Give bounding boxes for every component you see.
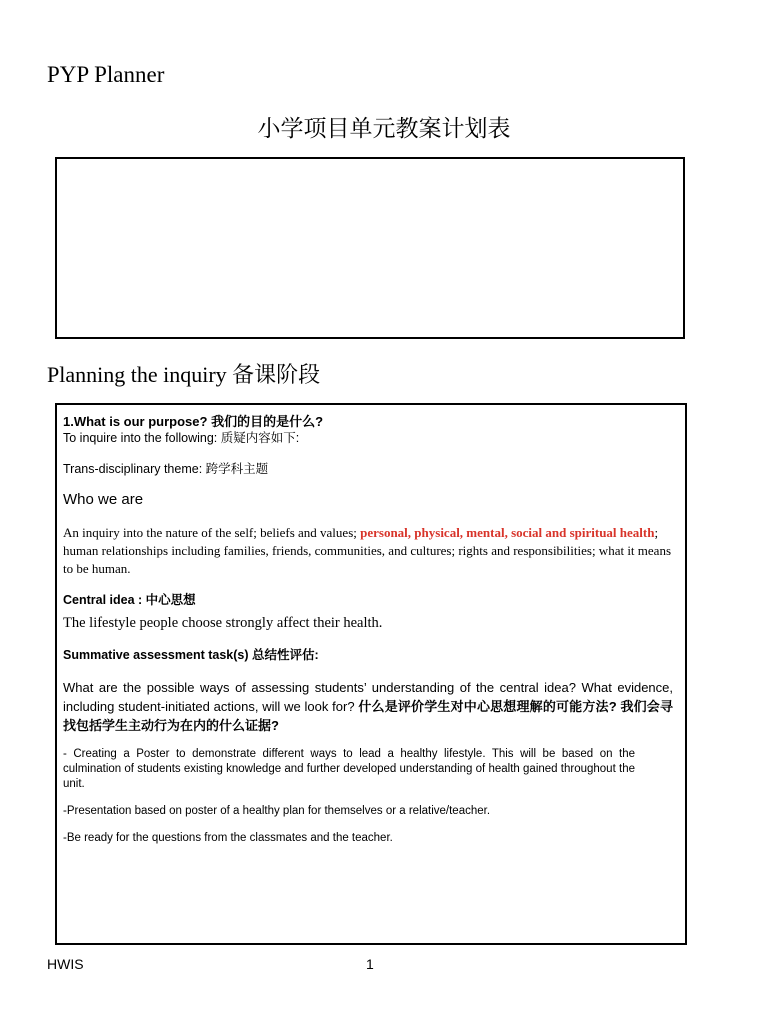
unit-title-box [55,157,685,339]
theme-description [63,524,677,578]
summative-question-en: What are the possible ways of assessing students’ understanding of the central idea? What evidence, including student-initiated actions, will we look for? [63,680,673,714]
purpose-box [55,403,687,945]
summative-label: Summative assessment task(s) 总结性评估: [63,648,319,662]
description-highlight: personal, physical, mental, social and spiritual health [360,525,655,540]
purpose-question-heading: 1.What is our purpose? 我们的目的是什么? [63,414,324,429]
theme-name: Who we are [63,491,144,508]
description-part-1: An inquiry into the nature of the self; beliefs and values; [63,525,361,540]
summative-question-zh: 什么是评价学生对中心思想理解的可能方法? 我们会寻找包括学生主动行为在内的什么证据? [63,699,673,733]
summative-question [63,678,677,735]
description-part-2: ; human relationships including families, friends, communities, and cultures; rights and responsibilities; what it means to be human. [63,525,672,576]
central-idea-text: The lifestyle people choose strongly affect their health. [63,615,383,631]
central-idea-label: Central idea : 中心思想 [63,593,196,607]
footer-school: HWIS [47,956,84,972]
page-subtitle: 小学项目单元教案计划表 [257,116,511,142]
task-item: -Be ready for the questions from the classmates and the teacher. [63,832,393,844]
page-title: PYP Planner [47,62,165,87]
footer-page-number: 1 [366,956,374,972]
inquire-line: To inquire into the following: 质疑内容如下: [63,431,300,445]
planning-heading: Planning the inquiry 备课阶段 [47,362,321,387]
task-item: - Creating a Poster to demonstrate different ways to lead a healthy lifestyle. This will be based on the culmination of students existing knowledge and further developed understanding of health gained throughout the unit. [63,748,635,790]
theme-line: Trans-disciplinary theme: 跨学科主题 [63,462,269,476]
task-item: -Presentation based on poster of a healthy plan for themselves or a relative/teacher. [63,805,491,817]
